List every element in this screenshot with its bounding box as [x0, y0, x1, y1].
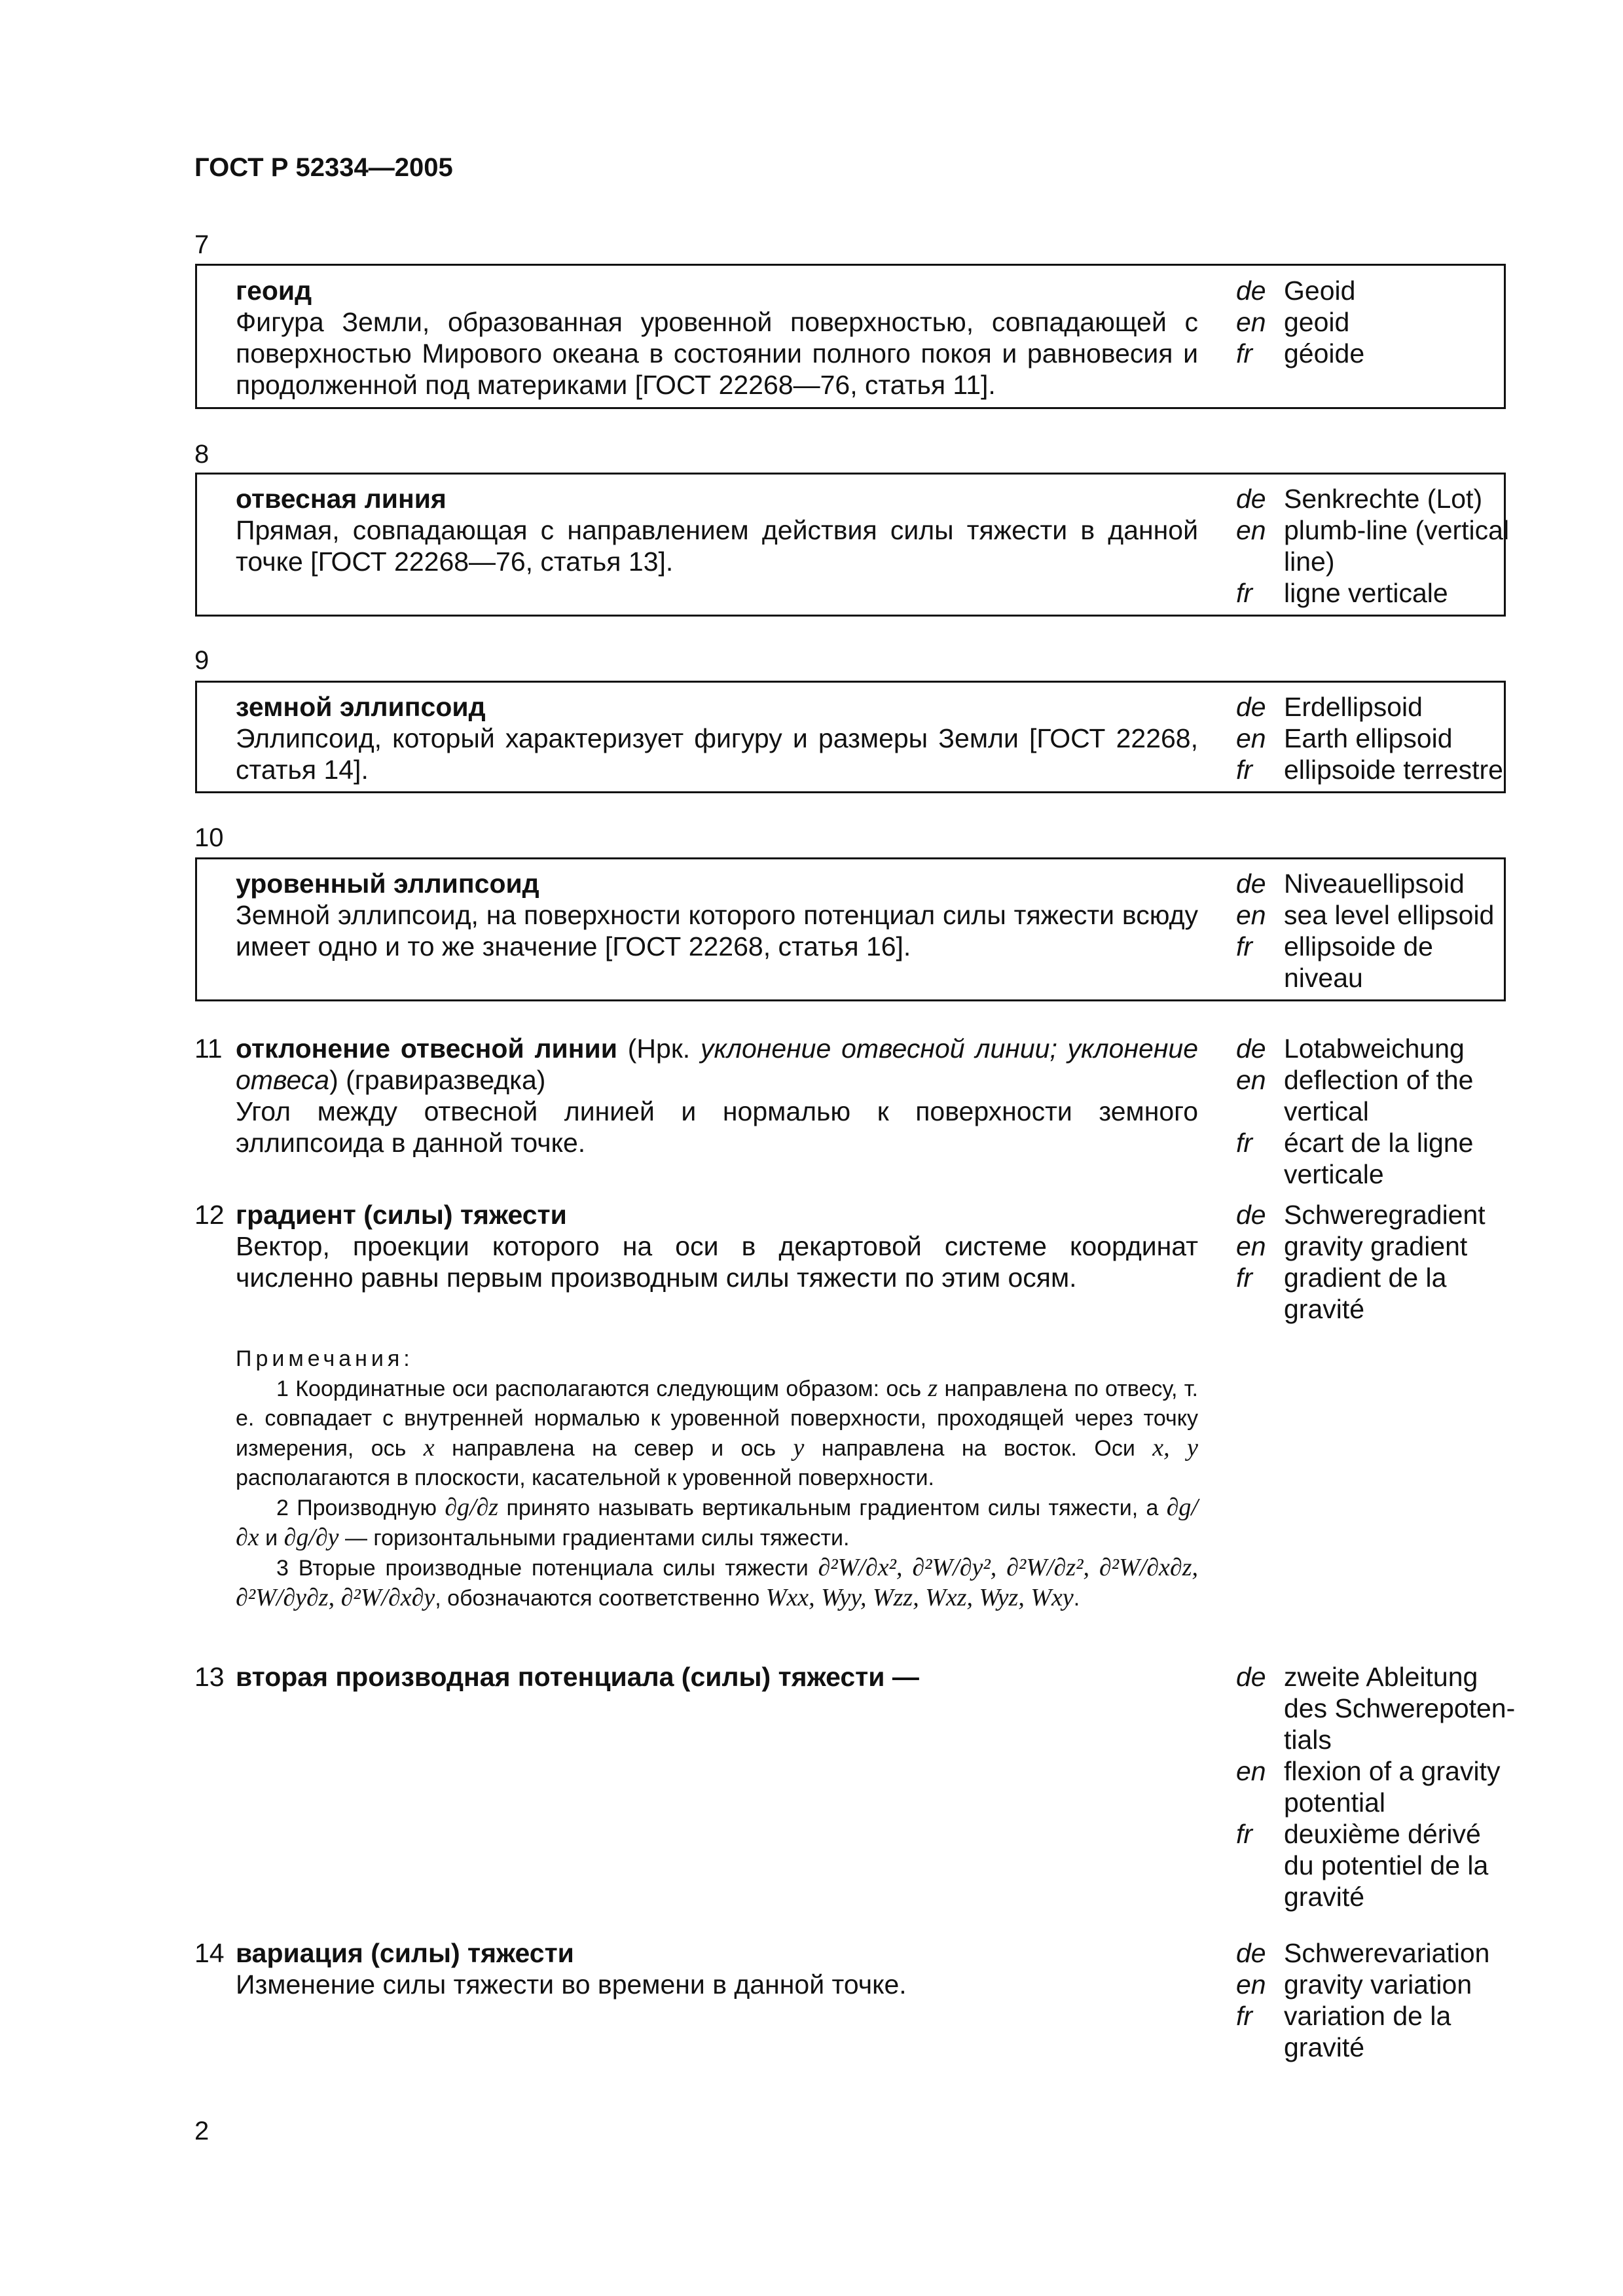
notes-block — [236, 1344, 1198, 1613]
term-title: отклонение отвесной линии — [236, 1033, 617, 1064]
math-symbol: x, y — [1152, 1434, 1198, 1462]
lang-term: Niveauellipsoid — [1284, 869, 1465, 899]
note-text: 3 Вторые производные потенциала силы тяжести — [276, 1556, 818, 1581]
term-title: отвесная линия — [236, 484, 447, 514]
note-text: 2 Производную — [276, 1496, 445, 1520]
lang-term: ligne verticale — [1284, 578, 1448, 608]
document-header: ГОСТ Р 52334—2005 — [194, 153, 453, 182]
lang-code: fr — [1236, 1128, 1253, 1158]
lang-code: fr — [1236, 1263, 1253, 1293]
term-entry — [236, 483, 1198, 577]
note-text: направлена на север и ось — [434, 1436, 793, 1461]
term-translations — [1236, 691, 1518, 785]
lang-code: en — [1236, 1756, 1266, 1786]
term-title: вариация (силы) тяжести — [236, 1938, 574, 1968]
term-number: 12 — [194, 1200, 225, 1230]
note-text: , обозначаются соответственно — [435, 1586, 766, 1611]
lang-code: de — [1236, 1662, 1266, 1692]
term-number: 8 — [194, 440, 210, 469]
lang-code: de — [1236, 692, 1266, 722]
lang-term: plumb-line (vertical line) — [1284, 515, 1510, 577]
term-definition: Земной эллипсоид, на поверхности которого потенциал силы тяжести всюду имеет одно и то же значение [ГОСТ 22268, статья 16]. — [236, 900, 1198, 961]
lang-term: Erdellipsoid — [1284, 692, 1423, 722]
term-number: 11 — [194, 1033, 223, 1064]
lang-term: deuxième dérivé du potentiel de la gravité — [1284, 1819, 1489, 1912]
lang-term: Earth ellipsoid — [1284, 723, 1453, 753]
note-2 — [236, 1493, 1198, 1553]
lang-code: fr — [1236, 338, 1253, 368]
term-entry — [236, 868, 1198, 962]
notes-title: Примечания: — [236, 1346, 414, 1371]
term-definition: Эллипсоид, который характеризует фигуру и размеры Земли [ГОСТ 22268, статья 14]. — [236, 723, 1198, 785]
lang-code: en — [1236, 900, 1266, 930]
lang-code: de — [1236, 1938, 1266, 1968]
term-synonym-suffix: ) (гравиразведка) — [329, 1065, 546, 1095]
note-1 — [236, 1374, 1198, 1493]
term-definition: Вектор, проекции которого на оси в декартовой системе координат численно равны первым производным силы тяжести по этим осям. — [236, 1231, 1198, 1293]
lang-term: Schwerevariation — [1284, 1938, 1490, 1968]
term-translations — [1236, 275, 1518, 369]
term-definition: Прямая, совпадающая с направлением действия силы тяжести в данной точке [ГОСТ 22268—76, статья 13]. — [236, 515, 1198, 577]
lang-term: écart de la ligne verticale — [1284, 1128, 1474, 1189]
term-entry — [236, 1033, 1198, 1158]
math-formula: ∂g/∂z — [445, 1494, 499, 1521]
term-entry — [236, 275, 1198, 401]
term-translations — [1236, 1937, 1518, 2063]
math-formula: ∂g/∂y — [283, 1524, 339, 1551]
note-text: направлена на восток. Оси — [804, 1436, 1153, 1461]
note-text: располагаются в плоскости, касательной к уровенной поверхности. — [236, 1465, 934, 1490]
math-formula: ∂²W/∂x², ∂²W/∂y², ∂²W/∂z², ∂²W/∂x∂z, ∂²W/∂y∂z, ∂²W/∂x∂y — [236, 1554, 1198, 1611]
term-translations — [1236, 868, 1518, 994]
math-formula: Wxx, Wyy, Wzz, Wxz, Wyz, Wxy — [765, 1584, 1074, 1611]
term-title: геоид — [236, 276, 312, 306]
term-translations — [1236, 1033, 1518, 1190]
lang-code: en — [1236, 1231, 1266, 1261]
term-entry — [236, 1661, 1198, 1693]
lang-term: sea level ellipsoid — [1284, 900, 1495, 930]
page-number: 2 — [194, 2117, 210, 2145]
lang-code: en — [1236, 1065, 1266, 1095]
term-definition: Фигура Земли, образованная уровенной поверхностью, совпадающей с поверхностью Мирового океана в состоянии полного покоя и равновесия и продолженной под материками [ГОСТ 22268—76, статья 11]. — [236, 307, 1198, 400]
term-number: 14 — [194, 1938, 225, 1968]
lang-term: gradient de la gravité — [1284, 1263, 1447, 1324]
lang-code: de — [1236, 1200, 1266, 1230]
note-text: 1 Координатные оси располагаются следующим образом: ось — [276, 1376, 928, 1401]
term-synonym: уклонение отвесной линии; уклонение отвеса — [236, 1033, 1198, 1095]
lang-term: variation de la gravité — [1284, 2001, 1451, 2062]
term-entry — [236, 1199, 1198, 1293]
lang-term: geoid — [1284, 307, 1350, 337]
term-heading — [236, 1033, 1198, 1096]
lang-code: en — [1236, 307, 1266, 337]
term-title: земной эллипсоид — [236, 692, 486, 722]
lang-code: de — [1236, 869, 1266, 899]
lang-code: de — [1236, 1033, 1266, 1064]
lang-code: fr — [1236, 755, 1253, 785]
lang-term: ellipsoide terrestre — [1284, 755, 1503, 785]
term-entry — [236, 691, 1198, 785]
term-title: уровенный эллипсоид — [236, 869, 539, 899]
term-number: 10 — [194, 823, 224, 852]
lang-term: géoide — [1284, 338, 1365, 368]
lang-code: de — [1236, 276, 1266, 306]
term-translations — [1236, 1199, 1518, 1325]
lang-code: fr — [1236, 931, 1253, 961]
note-text: . — [1073, 1586, 1080, 1611]
lang-code: fr — [1236, 578, 1253, 608]
term-number: 9 — [194, 646, 210, 675]
lang-term: flexion of a gravity potential — [1284, 1756, 1501, 1818]
lang-term: gravity gradient — [1284, 1231, 1468, 1261]
term-synonym-prefix: (Нрк. — [627, 1033, 701, 1064]
lang-term: Geoid — [1284, 276, 1356, 306]
math-symbol: y — [793, 1434, 805, 1462]
note-text: направлена по отвесу, т. е. совпадает с внутренней нормалью к уровенной поверхности, проходящей через точку измерения, ось — [236, 1376, 1198, 1461]
math-formula: ∂g/∂x — [236, 1494, 1198, 1551]
lang-code: en — [1236, 1969, 1266, 2000]
note-3 — [236, 1553, 1198, 1613]
lang-term: deflection of the vertical — [1284, 1065, 1474, 1126]
lang-term: Senkrechte (Lot) — [1284, 484, 1483, 514]
note-text: и — [259, 1526, 284, 1551]
term-definition: Изменение силы тяжести во времени в данной точке. — [236, 1969, 907, 2000]
lang-code: de — [1236, 484, 1266, 514]
lang-term: Lotabweichung — [1284, 1033, 1465, 1064]
term-number: 13 — [194, 1662, 225, 1692]
lang-term: Schweregradient — [1284, 1200, 1486, 1230]
note-text: — горизонтальными градиентами силы тяжести. — [338, 1526, 850, 1551]
term-translations — [1236, 1661, 1518, 1912]
term-definition: Угол между отвесной линией и нормалью к поверхности земного эллипсоида в данной точке. — [236, 1096, 1198, 1158]
math-symbol: z — [928, 1374, 938, 1402]
lang-code: fr — [1236, 2001, 1253, 2031]
note-text: принято называть вертикальным градиентом силы тяжести, а — [498, 1496, 1167, 1520]
term-number: 7 — [194, 230, 210, 259]
lang-term: zweite Ableitung des Schwerepoten-tials — [1284, 1662, 1516, 1755]
math-symbol: x — [423, 1434, 435, 1462]
term-translations — [1236, 483, 1518, 609]
lang-term: ellipsoide de niveau — [1284, 931, 1433, 993]
term-title: градиент (силы) тяжести — [236, 1200, 567, 1230]
lang-code: en — [1236, 723, 1266, 753]
term-title: вторая производная потенциала (силы) тяжести — — [236, 1662, 919, 1692]
lang-term: gravity variation — [1284, 1969, 1472, 2000]
term-entry — [236, 1937, 1198, 2000]
lang-code: fr — [1236, 1819, 1253, 1849]
lang-code: en — [1236, 515, 1266, 545]
